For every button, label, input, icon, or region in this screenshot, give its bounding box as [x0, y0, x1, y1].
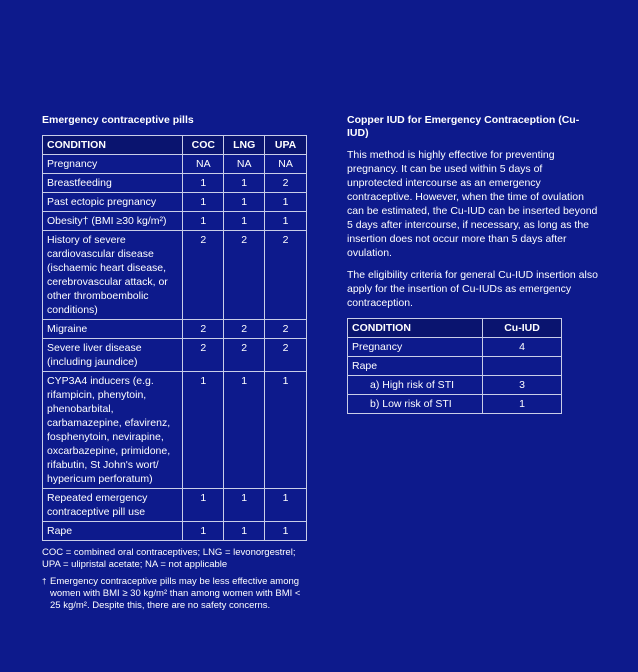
upa-cell: 1	[265, 522, 307, 541]
cuiud-title: Copper IUD for Emergency Contraception (Cu-IUD)	[347, 114, 580, 139]
coc-cell: 2	[183, 320, 224, 339]
lng-cell: 1	[224, 522, 265, 541]
upa-cell: 2	[265, 174, 307, 193]
upa-cell: 2	[265, 339, 307, 372]
table-row	[43, 212, 307, 231]
ecp-section	[42, 114, 308, 612]
table-row	[43, 339, 307, 372]
lng-cell: 1	[224, 193, 265, 212]
cuiud-section	[347, 114, 599, 414]
coc-cell: 1	[183, 522, 224, 541]
cuiud-value-cell	[483, 357, 562, 376]
lng-cell: 2	[224, 339, 265, 372]
abbreviations-line-1: COC = combined oral contraceptives; LNG = levonorgestrel;	[42, 547, 296, 558]
condition-cell: Repeated emergency contraceptive pill use	[43, 489, 183, 522]
condition-cell: Breastfeeding	[43, 174, 183, 193]
cuiud-value-cell: 1	[483, 395, 562, 414]
table-row	[348, 376, 562, 395]
lng-cell: 1	[224, 489, 265, 522]
cuiud-table	[347, 318, 562, 414]
table-row	[43, 320, 307, 339]
ecp-header-row	[43, 136, 307, 155]
ecp-header-coc: COC	[183, 136, 224, 155]
table-row	[43, 155, 307, 174]
lng-cell: 1	[224, 372, 265, 489]
ecp-title: Emergency contraceptive pills	[42, 114, 194, 126]
condition-cell: a) High risk of STI	[348, 376, 483, 395]
coc-cell: 1	[183, 174, 224, 193]
footnote-text: Emergency contraceptive pills may be less effective among women with BMI ≥ 30 kg/m² than among women with BMI < 25 kg/m². Despite this, there are no safety concerns.	[50, 576, 301, 611]
cuiud-value-cell: 3	[483, 376, 562, 395]
cuiud-paragraph-1: This method is highly effective for preventing pregnancy. It can be used within 5 days of unprotected intercourse as an emergency contraceptive. However, when the time of ovulation can be estimated, the Cu-IUD can be inserted beyond 5 days after intercourse, if necessary, as long as the insertion does not occur more than 5 days after ovulation.	[347, 149, 598, 259]
coc-cell: NA	[183, 155, 224, 174]
coc-cell: 2	[183, 339, 224, 372]
ecp-header-lng: LNG	[224, 136, 265, 155]
footnote-mark: †	[42, 577, 47, 586]
condition-cell: CYP3A4 inducers (e.g. rifampicin, phenytoin, phenobarbital, carbamazepine, efavirenz, fosphenytoin, nevirapine, oxcarbazepine, primidone, rifabutin, St John's wort/ hypericum perforatum)	[43, 372, 183, 489]
lng-cell: 2	[224, 231, 265, 320]
abbreviations-line-2: UPA = ulipristal acetate; NA = not applicable	[42, 559, 228, 570]
lng-cell: 1	[224, 174, 265, 193]
upa-cell: NA	[265, 155, 307, 174]
cuiud-value-cell: 4	[483, 338, 562, 357]
table-row	[348, 395, 562, 414]
table-row	[348, 338, 562, 357]
condition-cell: Migraine	[43, 320, 183, 339]
condition-cell: Obesity† (BMI ≥30 kg/m²)	[43, 212, 183, 231]
table-row	[43, 522, 307, 541]
upa-cell: 2	[265, 231, 307, 320]
ecp-notes	[42, 547, 308, 612]
upa-cell: 1	[265, 212, 307, 231]
condition-cell: Severe liver disease (including jaundice)	[43, 339, 183, 372]
condition-cell: b) Low risk of STI	[348, 395, 483, 414]
table-row	[43, 489, 307, 522]
upa-cell: 1	[265, 372, 307, 489]
coc-cell: 1	[183, 193, 224, 212]
table-row	[348, 357, 562, 376]
ecp-header-upa: UPA	[265, 136, 307, 155]
condition-cell: Rape	[348, 357, 483, 376]
table-row	[43, 372, 307, 489]
cuiud-header-value: Cu-IUD	[483, 319, 562, 338]
ecp-header-condition: CONDITION	[43, 136, 183, 155]
condition-cell: Pregnancy	[348, 338, 483, 357]
coc-cell: 2	[183, 231, 224, 320]
upa-cell: 1	[265, 193, 307, 212]
lng-cell: 1	[224, 212, 265, 231]
coc-cell: 1	[183, 489, 224, 522]
upa-cell: 1	[265, 489, 307, 522]
cuiud-paragraph-2: The eligibility criteria for general Cu-IUD insertion also apply for the insertion of Cu-IUDs as emergency contraception.	[347, 269, 598, 309]
table-row	[43, 193, 307, 212]
upa-cell: 2	[265, 320, 307, 339]
condition-cell: History of severe cardiovascular disease (ischaemic heart disease, cerebrovascular attack, or other thromboembolic conditions)	[43, 231, 183, 320]
condition-cell: Pregnancy	[43, 155, 183, 174]
coc-cell: 1	[183, 212, 224, 231]
table-row	[43, 231, 307, 320]
cuiud-header-row	[348, 319, 562, 338]
condition-cell: Past ectopic pregnancy	[43, 193, 183, 212]
cuiud-header-condition: CONDITION	[348, 319, 483, 338]
lng-cell: 2	[224, 320, 265, 339]
lng-cell: NA	[224, 155, 265, 174]
condition-cell: Rape	[43, 522, 183, 541]
coc-cell: 1	[183, 372, 224, 489]
ecp-table	[42, 135, 307, 541]
table-row	[43, 174, 307, 193]
footnote	[42, 576, 308, 612]
